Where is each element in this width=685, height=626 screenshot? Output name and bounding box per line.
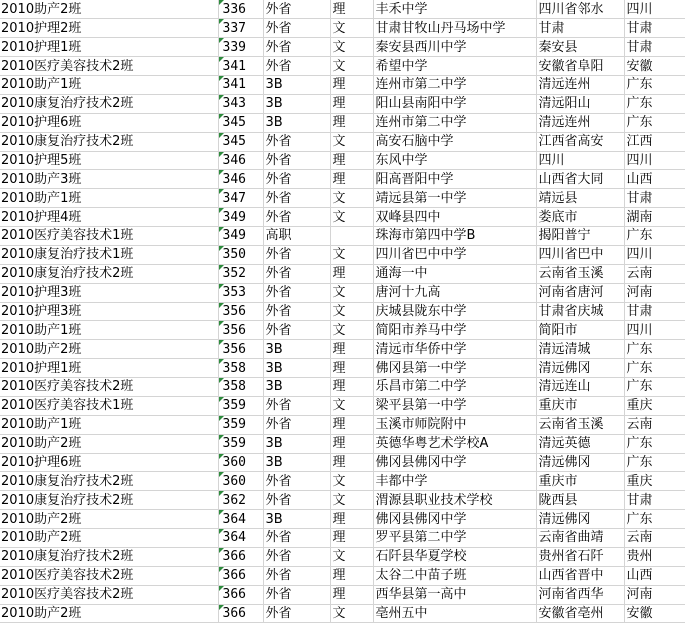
category-cell[interactable]: 外省 [263, 151, 330, 170]
class-cell[interactable]: 2010助产2班 [0, 340, 218, 359]
category-cell[interactable]: 外省 [263, 566, 330, 585]
score-cell[interactable]: 359 [218, 396, 263, 415]
class-cell[interactable]: 2010助产1班 [0, 415, 218, 434]
region-cell[interactable]: 山西省大同 [536, 170, 624, 189]
table-row [0, 0, 685, 19]
class-cell[interactable]: 2010助产2班 [0, 434, 218, 453]
table-row [0, 453, 685, 472]
class-cell[interactable]: 2010助产1班 [0, 76, 218, 95]
class-cell[interactable]: 2010康复治疗技术1班 [0, 245, 218, 264]
province-cell[interactable]: 山西 [624, 566, 685, 585]
category-cell[interactable]: 外省 [263, 547, 330, 566]
school-cell[interactable]: 秦安县西川中学 [373, 38, 536, 57]
region-cell[interactable]: 甘肃省庆城 [536, 302, 624, 321]
track-cell[interactable]: 文 [330, 283, 373, 302]
score-cell[interactable]: 366 [218, 585, 263, 604]
track-cell[interactable]: 理 [330, 76, 373, 95]
region-cell[interactable]: 贵州省石阡 [536, 547, 624, 566]
region-cell[interactable]: 河南省西华 [536, 585, 624, 604]
school-cell[interactable]: 英德华粤艺术学校A [373, 434, 536, 453]
class-cell[interactable]: 2010医疗美容技术2班 [0, 57, 218, 76]
province-cell[interactable]: 广东 [624, 76, 685, 95]
table-row [0, 547, 685, 566]
table-row [0, 415, 685, 434]
school-cell[interactable]: 丰禾中学 [373, 0, 536, 19]
school-cell[interactable]: 佛冈县第一中学 [373, 359, 536, 378]
track-cell[interactable]: 文 [330, 491, 373, 510]
school-cell[interactable]: 高安石脑中学 [373, 132, 536, 151]
track-cell[interactable]: 理 [330, 585, 373, 604]
table-row [0, 359, 685, 378]
province-cell[interactable]: 四川 [624, 321, 685, 340]
score-cell[interactable]: 356 [218, 302, 263, 321]
region-cell[interactable]: 清远连州 [536, 76, 624, 95]
province-cell[interactable]: 广东 [624, 453, 685, 472]
school-cell[interactable]: 简阳市养马中学 [373, 321, 536, 340]
category-cell[interactable]: 外省 [263, 472, 330, 491]
track-cell[interactable]: 理 [330, 359, 373, 378]
table-row [0, 132, 685, 151]
province-cell[interactable]: 贵州 [624, 547, 685, 566]
province-cell[interactable]: 广东 [624, 378, 685, 397]
category-cell[interactable]: 外省 [263, 302, 330, 321]
class-cell[interactable]: 2010康复治疗技术2班 [0, 264, 218, 283]
school-cell[interactable]: 玉溪市师院附中 [373, 415, 536, 434]
track-cell[interactable]: 文 [330, 132, 373, 151]
category-cell[interactable]: 3B [263, 453, 330, 472]
class-cell[interactable]: 2010助产2班 [0, 529, 218, 548]
province-cell[interactable]: 云南 [624, 264, 685, 283]
track-cell[interactable]: 文 [330, 19, 373, 38]
table-row [0, 245, 685, 264]
category-cell[interactable]: 外省 [263, 529, 330, 548]
track-cell[interactable]: 理 [330, 415, 373, 434]
score-cell[interactable]: 353 [218, 283, 263, 302]
score-cell[interactable]: 356 [218, 321, 263, 340]
class-cell[interactable]: 2010护理1班 [0, 38, 218, 57]
province-cell[interactable]: 安徽 [624, 57, 685, 76]
table-row [0, 113, 685, 132]
province-cell[interactable]: 广东 [624, 340, 685, 359]
score-cell[interactable]: 339 [218, 38, 263, 57]
class-cell[interactable]: 2010助产3班 [0, 170, 218, 189]
score-cell[interactable]: 352 [218, 264, 263, 283]
score-cell[interactable]: 345 [218, 132, 263, 151]
region-cell[interactable]: 云南省玉溪 [536, 264, 624, 283]
track-cell[interactable]: 文 [330, 547, 373, 566]
region-cell[interactable]: 云南省曲靖 [536, 529, 624, 548]
table-row [0, 585, 685, 604]
score-cell[interactable]: 337 [218, 19, 263, 38]
school-cell[interactable]: 西华县第一高中 [373, 585, 536, 604]
region-cell[interactable]: 云南省玉溪 [536, 415, 624, 434]
province-cell[interactable]: 甘肃 [624, 189, 685, 208]
school-cell[interactable]: 连州市第二中学 [373, 113, 536, 132]
school-cell[interactable]: 丰都中学 [373, 472, 536, 491]
category-cell[interactable]: 3B [263, 510, 330, 529]
category-cell[interactable]: 外省 [263, 491, 330, 510]
category-cell[interactable]: 外省 [263, 57, 330, 76]
school-cell[interactable]: 唐河十九高 [373, 283, 536, 302]
school-cell[interactable]: 梁平县第一中学 [373, 396, 536, 415]
class-cell[interactable]: 2010护理6班 [0, 453, 218, 472]
province-cell[interactable]: 广东 [624, 510, 685, 529]
table-row [0, 396, 685, 415]
region-cell[interactable]: 安徽省阜阳 [536, 57, 624, 76]
track-cell[interactable]: 文 [330, 38, 373, 57]
school-cell[interactable]: 阳高晋阳中学 [373, 170, 536, 189]
school-cell[interactable]: 甘肃甘牧山丹马场中学 [373, 19, 536, 38]
category-cell[interactable]: 外省 [263, 321, 330, 340]
track-cell[interactable]: 理 [330, 566, 373, 585]
school-cell[interactable]: 庆城县陇东中学 [373, 302, 536, 321]
school-cell[interactable]: 乐昌市第二中学 [373, 378, 536, 397]
province-cell[interactable]: 重庆 [624, 396, 685, 415]
score-cell[interactable]: 345 [218, 113, 263, 132]
province-cell[interactable]: 甘肃 [624, 38, 685, 57]
region-cell[interactable]: 简阳市 [536, 321, 624, 340]
table-row [0, 94, 685, 113]
province-cell[interactable]: 云南 [624, 529, 685, 548]
category-cell[interactable]: 外省 [263, 170, 330, 189]
class-cell[interactable]: 2010助产1班 [0, 321, 218, 340]
table-row [0, 76, 685, 95]
province-cell[interactable]: 广东 [624, 359, 685, 378]
table-row [0, 434, 685, 453]
table-row [0, 604, 685, 623]
category-cell[interactable]: 3B [263, 94, 330, 113]
category-cell[interactable]: 外省 [263, 245, 330, 264]
category-cell[interactable]: 3B [263, 378, 330, 397]
track-cell[interactable]: 文 [330, 396, 373, 415]
province-cell[interactable]: 四川 [624, 151, 685, 170]
table-row [0, 472, 685, 491]
track-cell[interactable]: 理 [330, 378, 373, 397]
track-cell[interactable] [330, 227, 373, 246]
region-cell[interactable]: 清远阳山 [536, 94, 624, 113]
region-cell[interactable]: 陇西县 [536, 491, 624, 510]
score-cell[interactable]: 347 [218, 189, 263, 208]
score-cell[interactable]: 366 [218, 547, 263, 566]
school-cell[interactable]: 石阡县华夏学校 [373, 547, 536, 566]
score-cell[interactable]: 356 [218, 340, 263, 359]
table-row [0, 38, 685, 57]
school-cell[interactable]: 佛冈县佛冈中学 [373, 453, 536, 472]
school-cell[interactable]: 四川省巴中中学 [373, 245, 536, 264]
class-cell[interactable]: 2010护理3班 [0, 283, 218, 302]
table-row [0, 19, 685, 38]
region-cell[interactable]: 安徽省亳州 [536, 604, 624, 623]
category-cell[interactable]: 外省 [263, 415, 330, 434]
category-cell[interactable]: 外省 [263, 38, 330, 57]
track-cell[interactable]: 文 [330, 57, 373, 76]
class-cell[interactable]: 2010护理5班 [0, 151, 218, 170]
province-cell[interactable]: 江西 [624, 132, 685, 151]
table-row [0, 57, 685, 76]
class-cell[interactable]: 2010医疗美容技术1班 [0, 396, 218, 415]
category-cell[interactable]: 外省 [263, 604, 330, 623]
school-cell[interactable]: 希望中学 [373, 57, 536, 76]
school-cell[interactable]: 珠海市第四中学B [373, 227, 536, 246]
class-cell[interactable]: 2010护理1班 [0, 359, 218, 378]
table-row [0, 491, 685, 510]
table-row [0, 566, 685, 585]
school-cell[interactable]: 连州市第二中学 [373, 76, 536, 95]
province-cell[interactable]: 河南 [624, 585, 685, 604]
track-cell[interactable]: 理 [330, 453, 373, 472]
class-cell[interactable]: 2010护理6班 [0, 113, 218, 132]
region-cell[interactable]: 娄底市 [536, 208, 624, 227]
category-cell[interactable]: 3B [263, 434, 330, 453]
region-cell[interactable]: 清远连山 [536, 378, 624, 397]
class-cell[interactable]: 2010护理3班 [0, 302, 218, 321]
table-row [0, 302, 685, 321]
region-cell[interactable]: 清远佛冈 [536, 359, 624, 378]
region-cell[interactable]: 江西省高安 [536, 132, 624, 151]
class-cell[interactable]: 2010医疗美容技术2班 [0, 378, 218, 397]
score-cell[interactable]: 346 [218, 170, 263, 189]
track-cell[interactable]: 文 [330, 189, 373, 208]
province-cell[interactable]: 四川 [624, 245, 685, 264]
school-cell[interactable]: 太谷二中苗子班 [373, 566, 536, 585]
score-cell[interactable]: 343 [218, 94, 263, 113]
class-cell[interactable]: 2010康复治疗技术2班 [0, 472, 218, 491]
school-cell[interactable]: 渭源县职业技术学校 [373, 491, 536, 510]
category-cell[interactable]: 高职 [263, 227, 330, 246]
track-cell[interactable]: 文 [330, 245, 373, 264]
score-cell[interactable]: 341 [218, 57, 263, 76]
province-cell[interactable]: 甘肃 [624, 19, 685, 38]
class-cell[interactable]: 2010助产2班 [0, 604, 218, 623]
score-cell[interactable]: 360 [218, 472, 263, 491]
province-cell[interactable]: 安徽 [624, 604, 685, 623]
school-cell[interactable]: 罗平县第二中学 [373, 529, 536, 548]
score-cell[interactable]: 349 [218, 227, 263, 246]
school-cell[interactable]: 清远市华侨中学 [373, 340, 536, 359]
score-cell[interactable]: 364 [218, 529, 263, 548]
track-cell[interactable]: 文 [330, 302, 373, 321]
class-cell[interactable]: 2010康复治疗技术2班 [0, 547, 218, 566]
score-cell[interactable]: 360 [218, 453, 263, 472]
track-cell[interactable]: 理 [330, 434, 373, 453]
region-cell[interactable]: 清远连州 [536, 113, 624, 132]
category-cell[interactable]: 外省 [263, 396, 330, 415]
category-cell[interactable]: 外省 [263, 208, 330, 227]
score-cell[interactable]: 359 [218, 415, 263, 434]
region-cell[interactable]: 山西省晋中 [536, 566, 624, 585]
region-cell[interactable]: 清远英德 [536, 434, 624, 453]
class-cell[interactable]: 2010助产2班 [0, 0, 218, 19]
score-cell[interactable]: 358 [218, 359, 263, 378]
province-cell[interactable]: 甘肃 [624, 302, 685, 321]
class-cell[interactable]: 2010护理4班 [0, 208, 218, 227]
category-cell[interactable]: 外省 [263, 264, 330, 283]
class-cell[interactable]: 2010医疗美容技术2班 [0, 585, 218, 604]
category-cell[interactable]: 外省 [263, 19, 330, 38]
region-cell[interactable]: 秦安县 [536, 38, 624, 57]
region-cell[interactable]: 四川省巴中 [536, 245, 624, 264]
category-cell[interactable]: 外省 [263, 189, 330, 208]
category-cell[interactable]: 外省 [263, 132, 330, 151]
province-cell[interactable]: 四川 [624, 0, 685, 19]
score-cell[interactable]: 366 [218, 604, 263, 623]
track-cell[interactable]: 文 [330, 321, 373, 340]
class-cell[interactable]: 2010康复治疗技术2班 [0, 491, 218, 510]
track-cell[interactable]: 文 [330, 472, 373, 491]
category-cell[interactable]: 外省 [263, 0, 330, 19]
track-cell[interactable]: 理 [330, 0, 373, 19]
table-row [0, 151, 685, 170]
table-row [0, 510, 685, 529]
region-cell[interactable]: 清远佛冈 [536, 510, 624, 529]
province-cell[interactable]: 广东 [624, 113, 685, 132]
region-cell[interactable]: 四川省邻水 [536, 0, 624, 19]
table-row [0, 378, 685, 397]
track-cell[interactable]: 理 [330, 151, 373, 170]
region-cell[interactable]: 四川 [536, 151, 624, 170]
table-row [0, 189, 685, 208]
score-cell[interactable]: 364 [218, 510, 263, 529]
region-cell[interactable]: 重庆市 [536, 396, 624, 415]
school-cell[interactable]: 亳州五中 [373, 604, 536, 623]
school-cell[interactable]: 佛冈县佛冈中学 [373, 510, 536, 529]
category-cell[interactable]: 3B [263, 359, 330, 378]
province-cell[interactable]: 甘肃 [624, 491, 685, 510]
track-cell[interactable]: 理 [330, 94, 373, 113]
score-cell[interactable]: 358 [218, 378, 263, 397]
category-cell[interactable]: 3B [263, 340, 330, 359]
track-cell[interactable]: 理 [330, 510, 373, 529]
table-row [0, 283, 685, 302]
table-row [0, 340, 685, 359]
track-cell[interactable]: 理 [330, 529, 373, 548]
score-cell[interactable]: 349 [218, 208, 263, 227]
class-cell[interactable]: 2010护理2班 [0, 19, 218, 38]
class-cell[interactable]: 2010医疗美容技术1班 [0, 227, 218, 246]
region-cell[interactable]: 靖远县 [536, 189, 624, 208]
school-cell[interactable]: 双峰县四中 [373, 208, 536, 227]
table-row [0, 208, 685, 227]
category-cell[interactable]: 3B [263, 113, 330, 132]
track-cell[interactable]: 理 [330, 264, 373, 283]
school-cell[interactable]: 阳山县南阳中学 [373, 94, 536, 113]
category-cell[interactable]: 外省 [263, 283, 330, 302]
score-cell[interactable]: 350 [218, 245, 263, 264]
class-cell[interactable]: 2010康复治疗技术2班 [0, 132, 218, 151]
school-cell[interactable]: 通海一中 [373, 264, 536, 283]
table-row [0, 227, 685, 246]
category-cell[interactable]: 外省 [263, 585, 330, 604]
province-cell[interactable]: 山西 [624, 170, 685, 189]
score-cell[interactable]: 359 [218, 434, 263, 453]
score-cell[interactable]: 346 [218, 151, 263, 170]
class-cell[interactable]: 2010助产1班 [0, 189, 218, 208]
region-cell[interactable]: 清远佛冈 [536, 453, 624, 472]
table-row [0, 529, 685, 548]
table-row [0, 321, 685, 340]
table-row [0, 264, 685, 283]
score-cell[interactable]: 362 [218, 491, 263, 510]
school-cell[interactable]: 靖远县第一中学 [373, 189, 536, 208]
province-cell[interactable]: 广东 [624, 227, 685, 246]
category-cell[interactable]: 3B [263, 76, 330, 95]
province-cell[interactable]: 广东 [624, 94, 685, 113]
score-cell[interactable]: 366 [218, 566, 263, 585]
province-cell[interactable]: 广东 [624, 434, 685, 453]
school-cell[interactable]: 东风中学 [373, 151, 536, 170]
class-cell[interactable]: 2010助产2班 [0, 510, 218, 529]
region-cell[interactable]: 清远清城 [536, 340, 624, 359]
track-cell[interactable]: 理 [330, 170, 373, 189]
table-row [0, 170, 685, 189]
province-cell[interactable]: 重庆 [624, 472, 685, 491]
province-cell[interactable]: 湖南 [624, 208, 685, 227]
track-cell[interactable]: 文 [330, 604, 373, 623]
class-cell[interactable]: 2010医疗美容技术2班 [0, 566, 218, 585]
track-cell[interactable]: 理 [330, 113, 373, 132]
score-cell[interactable]: 341 [218, 76, 263, 95]
track-cell[interactable]: 理 [330, 340, 373, 359]
region-cell[interactable]: 甘肃 [536, 19, 624, 38]
province-cell[interactable]: 河南 [624, 283, 685, 302]
track-cell[interactable]: 文 [330, 208, 373, 227]
score-cell[interactable]: 336 [218, 0, 263, 19]
class-cell[interactable]: 2010康复治疗技术2班 [0, 94, 218, 113]
region-cell[interactable]: 重庆市 [536, 472, 624, 491]
region-cell[interactable]: 揭阳普宁 [536, 227, 624, 246]
region-cell[interactable]: 河南省唐河 [536, 283, 624, 302]
province-cell[interactable]: 云南 [624, 415, 685, 434]
